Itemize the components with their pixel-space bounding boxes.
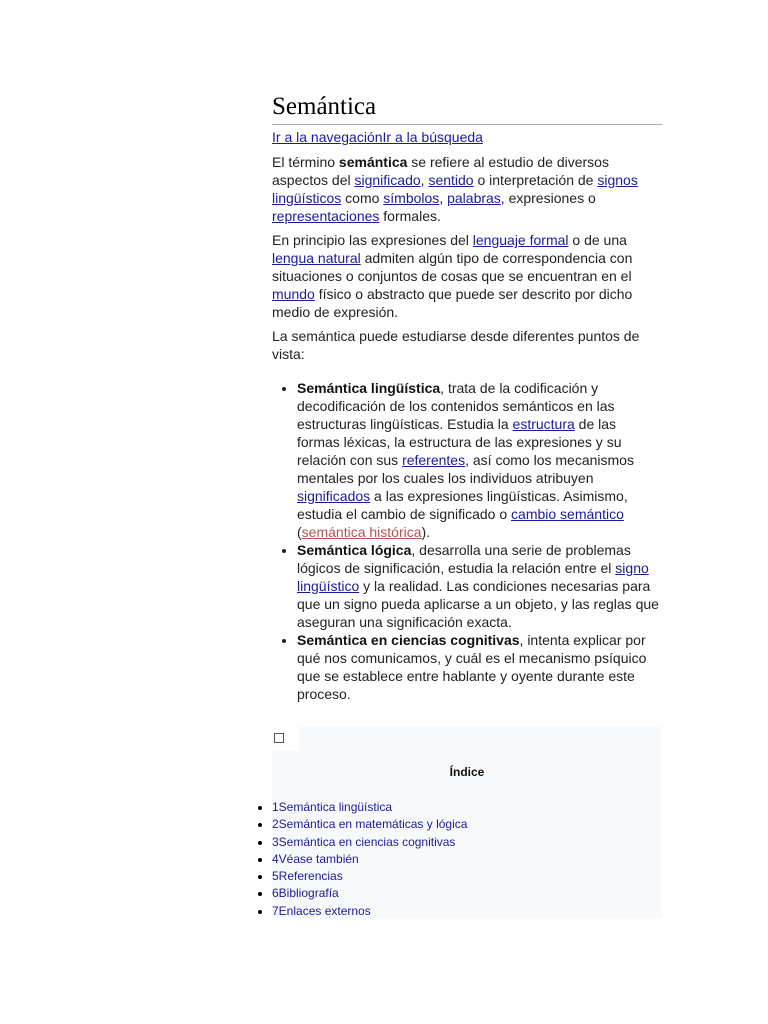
article [272,92,662,703]
link-referentes[interactable]: referentes [402,452,466,468]
page-title: Semántica [272,92,662,125]
text: , [420,172,429,188]
text: , intenta explicar por qué nos comunicamos, y cuál es el mecanismo psíquico que se establece entre hablante y oyente durante este proceso. [297,632,647,702]
text: ( [297,524,302,540]
link-signo-linguistico[interactable]: signo lingüístico [297,560,649,594]
term-semantica-linguistica: Semántica lingüística [297,380,441,396]
toc-list [250,799,467,920]
term-semantica-cognitivas: Semántica en ciencias cognitivas [297,632,520,648]
intro-paragraph [272,153,662,225]
link-simbolos[interactable]: símbolos [383,190,440,206]
text: físico o abstracto que puede ser descrito por dicho medio de expresión. [272,286,633,320]
link-cambio-semantico[interactable]: cambio semántico [511,506,624,522]
text: , expresiones o [500,190,596,206]
list-item [297,631,662,703]
link-mundo[interactable]: mundo [272,286,315,302]
toc-toggle-checkbox[interactable] [274,733,284,743]
toc-item[interactable]: • 2Semántica en matemáticas y lógica [272,816,467,833]
text: se refiere al estudio de diversos aspectos del [272,154,609,188]
jump-to-search-link[interactable]: Ir a la búsqueda [382,129,483,145]
term-semantica-logica: Semántica lógica [297,542,412,558]
toc-heading: Índice [449,765,485,779]
table-of-contents [250,727,662,918]
link-representaciones[interactable]: representaciones [272,208,380,224]
toc-item[interactable]: • 7Enlaces externos [272,903,467,920]
text: , trata de la codificación y decodificación de los contenidos semánticos en las estructuras lingüísticas. Estudia la [297,380,615,432]
text: ). [421,524,431,540]
text: , así como los mecanismos mentales por los cuales los individuos atribuyen [297,452,634,486]
link-lengua-natural[interactable]: lengua natural [272,250,361,266]
text: admiten algún tipo de correspondencia con situaciones o conjuntos de cosas que se encuentran en el [272,250,633,284]
text: como [341,190,384,206]
text: a las expresiones lingüísticas. Asimismo, estudia el cambio de significado o [297,488,628,522]
text: El término [272,154,339,170]
link-palabras[interactable]: palabras [447,190,501,206]
term-semantica: semántica [338,154,408,170]
jump-to-navigation-link[interactable]: Ir a la navegación [272,129,383,145]
text: o de una [568,232,627,248]
toc-item[interactable]: • 1Semántica lingüística [272,799,467,816]
link-semantica-historica[interactable]: semántica histórica [301,524,422,540]
link-signos-linguisticos[interactable]: signos lingüísticos [272,172,638,206]
toc-item[interactable]: • 6Bibliografía [272,885,467,902]
link-estructura[interactable]: estructura [512,416,575,432]
text: , [439,190,448,206]
viewpoints-paragraph: La semántica puede estudiarse desde diferentes puntos de vista: [272,328,640,362]
toc-item[interactable]: • 4Véase también [272,851,467,868]
text: o interpretación de [473,172,598,188]
principle-paragraph [272,231,662,321]
jump-links [272,128,662,146]
text: formales. [379,208,441,224]
toc-item[interactable]: • 5Referencias [272,868,467,885]
text: de las formas léxicas, la estructura de las expresiones y su relación con sus [297,416,622,468]
viewpoints-list [272,379,662,703]
list-item [297,541,662,631]
toc-item[interactable]: • 3Semántica en ciencias cognitivas [272,834,467,851]
link-significados[interactable]: significados [297,488,371,504]
text: y la realidad. Las condiciones necesarias para que un signo pueda aplicarse a un objeto, y las reglas que aseguran una significación exacta. [297,578,659,630]
list-item [297,379,662,541]
link-sentido[interactable]: sentido [428,172,474,188]
text: , desarrolla una serie de problemas lógicos de significación, estudia la relación entre el [297,542,631,576]
link-lenguaje-formal[interactable]: lenguaje formal [472,232,569,248]
link-significado[interactable]: significado [354,172,421,188]
text: En principio las expresiones del [272,232,473,248]
